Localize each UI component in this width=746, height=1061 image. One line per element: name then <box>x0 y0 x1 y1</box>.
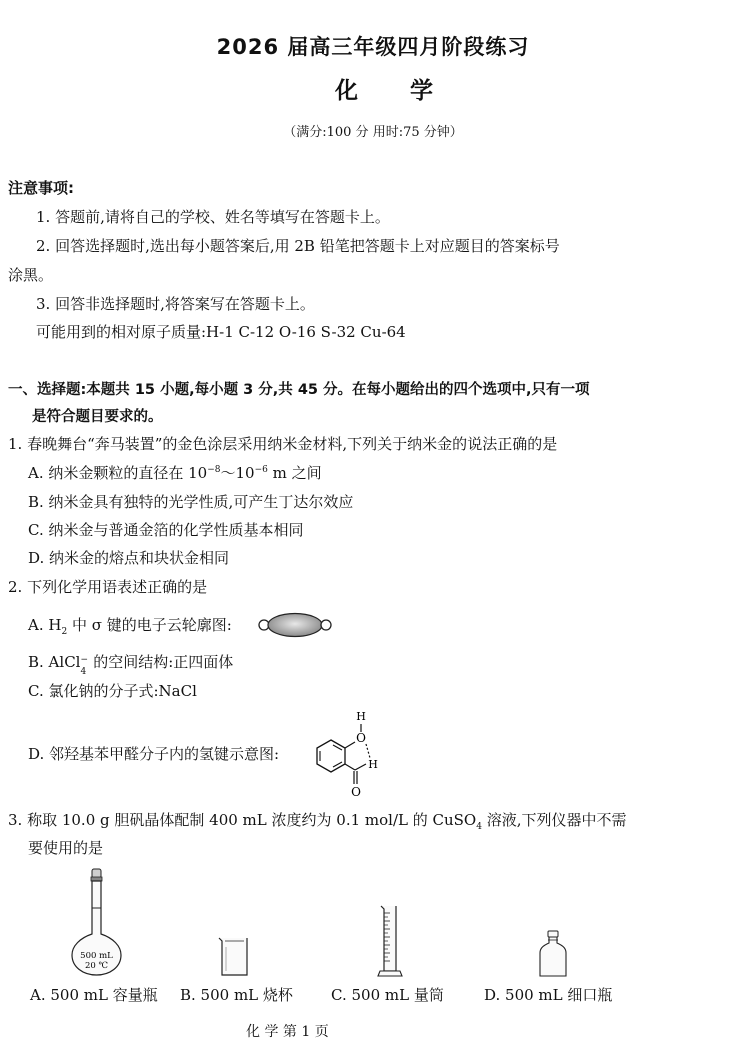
hydrogen-bond-structure-icon <box>300 708 390 818</box>
question-3-option-d: D. 500 mL 细口瓶 <box>484 986 613 1004</box>
question-3-option-c: C. 500 mL 量筒 <box>331 986 444 1004</box>
beaker-icon <box>216 935 252 979</box>
question-1-option-c: C. 纳米金与普通金箔的化学性质基本相同 <box>28 521 304 539</box>
sigma-bond-cloud-icon <box>257 612 333 638</box>
section-heading: 一、选择题:本题共 15 小题,每小题 3 分,共 45 分。在每小题给出的四个选项中,只有一项 <box>8 382 590 398</box>
question-2-option-c: C. 氯化钠的分子式:NaCl <box>28 682 197 700</box>
question-1-option-d: D. 纳米金的熔点和块状金相同 <box>28 549 230 567</box>
question-3-stem-cont: 要使用的是 <box>28 839 104 857</box>
question-3-stem: 3. 称取 10.0 g 胆矾晶体配制 400 mL 浓度约为 0.1 mol/L 的 CuSO$_4$ 溶液,下列仪器中不需 <box>8 811 627 832</box>
flask-label-volume: 500 mL <box>80 951 113 961</box>
question-2-stem: 2. 下列化学用语表述正确的是 <box>8 578 208 596</box>
graduated-cylinder-icon <box>375 903 405 979</box>
question-2-option-b: B. AlCl − 4 的空间结构:正四面体 <box>28 653 234 677</box>
question-2-option-a: A. $H_2$ 中 σ 键的电子云轮廓图: <box>28 616 232 637</box>
narrow-mouth-bottle-icon <box>535 928 571 980</box>
volumetric-flask-icon <box>68 866 126 978</box>
notice-item-1: 1. 答题前,请将自己的学校、姓名等填写在答题卡上。 <box>36 208 390 226</box>
section-heading-cont: 是符合题目要求的。 <box>32 409 163 425</box>
question-1-stem: 1. 春晚舞台“奔马装置”的金色涂层采用纳米金材料,下列关于纳米金的说法正确的是 <box>8 435 558 453</box>
question-3-option-a: A. 500 mL 容量瓶 <box>30 986 158 1004</box>
struct-h-right: H <box>368 758 378 771</box>
notice-item-3: 3. 回答非选择题时,将答案写在答题卡上。 <box>36 295 315 313</box>
page-footer: 化 学 第 1 页 <box>246 1024 329 1040</box>
atomic-masses: 可能用到的相对原子质量:H-1 C-12 O-16 S-32 Cu-64 <box>36 323 406 341</box>
exam-title: 2026 届高三年级四月阶段练习 <box>216 35 530 59</box>
notice-item-2-cont: 涂黑。 <box>8 266 54 284</box>
question-3-option-b: B. 500 mL 烧杯 <box>180 986 293 1004</box>
exam-meta: （满分:100 分 用时:75 分钟） <box>283 125 463 140</box>
flask-label-temp: 20 ℃ <box>84 961 109 971</box>
struct-o-top: O <box>356 731 366 745</box>
struct-o-bottom: O <box>351 785 361 799</box>
question-1-option-b: B. 纳米金具有独特的光学性质,可产生丁达尔效应 <box>28 493 354 511</box>
question-2-option-d: D. 邻羟基苯甲醛分子内的氢键示意图: <box>28 745 280 763</box>
notice-item-2: 2. 回答选择题时,选出每小题答案后,用 2B 铅笔把答题卡上对应题目的答案标号 <box>36 237 560 255</box>
subject-title: 化 学 <box>334 78 455 104</box>
notice-heading: 注意事项: <box>8 179 74 197</box>
question-1-option-a: A. 纳米金颗粒的直径在 $10^{-8}\sim 10^{-6}$ m 之间 <box>28 464 322 482</box>
struct-h-top: H <box>356 710 366 723</box>
